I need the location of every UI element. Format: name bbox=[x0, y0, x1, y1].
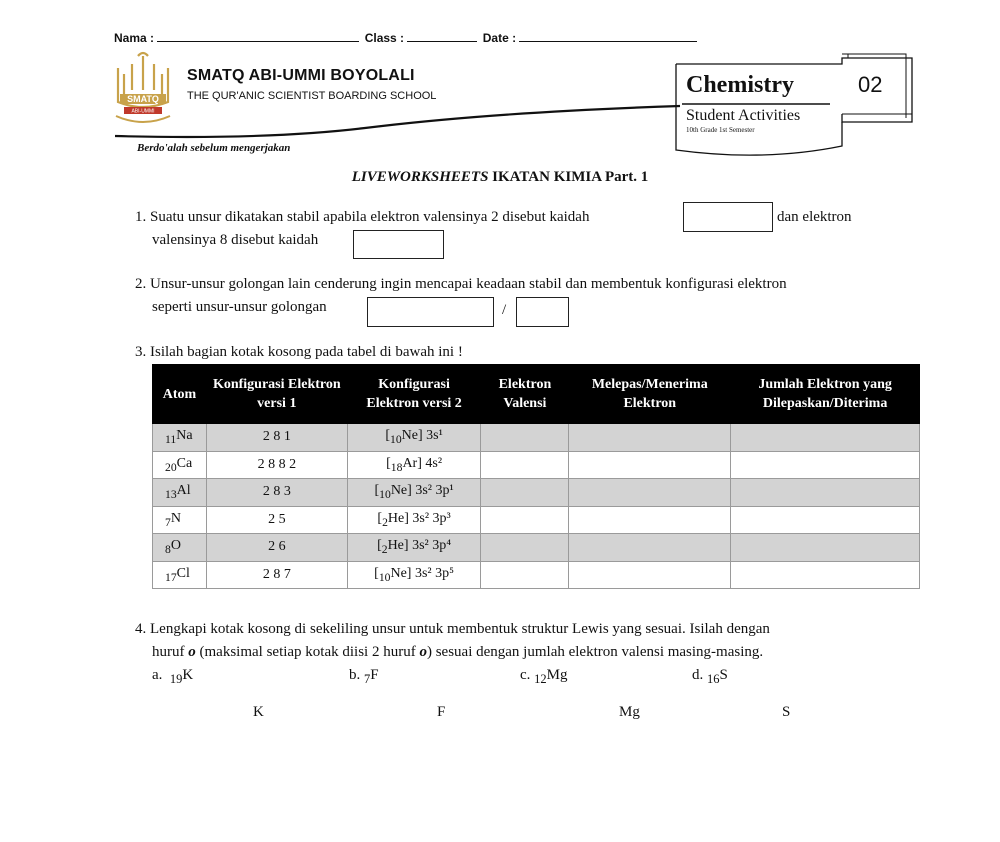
q4-option-a bbox=[152, 664, 193, 691]
lewis-center-mg: Mg bbox=[619, 704, 640, 720]
config-v1-cell: 2 6 bbox=[206, 534, 347, 562]
config-v2-tail: 3s² 3p¹ bbox=[415, 483, 454, 499]
q2-line2: seperti unsur-unsur golongan bbox=[152, 299, 327, 315]
core-number: 10 bbox=[379, 488, 391, 502]
q4-option-c bbox=[520, 664, 568, 691]
nama-underline bbox=[157, 29, 359, 42]
release-receive-answer-cell[interactable] bbox=[569, 534, 731, 562]
q2-answer-input-1[interactable] bbox=[368, 298, 493, 326]
q1-line1-after: dan elektron bbox=[777, 209, 852, 225]
option-symbol: F bbox=[370, 667, 379, 683]
q1-answer-box-2[interactable] bbox=[353, 230, 444, 259]
config-v2-cell: $[_{10}Ne]$ 3s² 3p⁵ bbox=[347, 561, 481, 589]
table-header-row bbox=[153, 365, 920, 424]
q3-instruction: 3. Isilah bagian kotak kosong pada tabel di bawah ini ! bbox=[135, 344, 463, 360]
lewis-center-k: K bbox=[253, 704, 264, 720]
identity-line bbox=[114, 29, 697, 45]
config-v2-cell: $[_2He]$ 3s² 3p⁴ bbox=[347, 534, 481, 562]
nama-label: Nama : bbox=[114, 31, 155, 45]
valence-answer-cell[interactable] bbox=[481, 479, 569, 507]
valence-answer-cell[interactable] bbox=[481, 451, 569, 479]
table-row bbox=[153, 479, 920, 507]
atomic-number: 7 bbox=[165, 515, 171, 529]
q4-line2-b: (maksimal setiap kotak diisi 2 huruf bbox=[195, 644, 420, 660]
q1-answer-input-1[interactable] bbox=[684, 203, 772, 231]
table-row bbox=[153, 451, 920, 479]
atomic-number: 17 bbox=[165, 570, 177, 584]
table-row bbox=[153, 561, 920, 589]
config-v1-cell: 2 5 bbox=[206, 506, 347, 534]
atom-symbol: Ca bbox=[176, 455, 193, 471]
option-atomic-number: 19 bbox=[169, 672, 183, 686]
q2-line1: 2. Unsur-unsur golongan lain cenderung ingin mencapai keadaan stabil dan membentuk konfigurasi elektron bbox=[135, 276, 787, 292]
header-swoosh bbox=[115, 100, 685, 145]
table-row bbox=[153, 506, 920, 534]
header-release-receive: Melepas/Menerima Elektron bbox=[569, 365, 731, 424]
q1-answer-box-1[interactable] bbox=[683, 202, 773, 232]
option-atomic-number: 7 bbox=[364, 672, 371, 686]
config-v2-cell: $[_{10}Ne]$ 3s² 3p¹ bbox=[347, 479, 481, 507]
atom-symbol: Cl bbox=[176, 565, 190, 581]
option-label: c. bbox=[520, 667, 531, 683]
q2-answer-box-2[interactable] bbox=[516, 297, 569, 327]
count-answer-cell[interactable] bbox=[731, 479, 920, 507]
option-label: a. bbox=[152, 667, 163, 683]
core-symbol: Ar bbox=[402, 455, 418, 471]
config-v1-cell: 2 8 3 bbox=[206, 479, 347, 507]
release-receive-answer-cell[interactable] bbox=[569, 451, 731, 479]
atom-cell bbox=[153, 506, 207, 534]
q1-line1: 1. Suatu unsur dikatakan stabil apabila elektron valensinya 2 disebut kaidah bbox=[135, 209, 590, 225]
option-symbol: K bbox=[182, 667, 194, 683]
atomic-number: 11 bbox=[165, 433, 177, 447]
option-symbol: Mg bbox=[546, 667, 568, 683]
logo-text: SMATQ bbox=[127, 94, 159, 104]
atom-cell bbox=[153, 479, 207, 507]
config-v2-tail: 3s¹ bbox=[426, 428, 443, 444]
class-underline bbox=[407, 29, 477, 42]
electron-config-table bbox=[152, 364, 920, 589]
config-v2-cell: $[_{10}Ne]$ 3s¹ bbox=[347, 424, 481, 452]
header-electron-count: Jumlah Elektron yang Dilepaskan/Diterima bbox=[731, 365, 920, 424]
table-row bbox=[153, 534, 920, 562]
q2-answer-input-2[interactable] bbox=[517, 298, 568, 326]
count-answer-cell[interactable] bbox=[731, 534, 920, 562]
count-answer-cell[interactable] bbox=[731, 424, 920, 452]
config-v2-tail: 3s² 3p⁵ bbox=[414, 565, 454, 581]
count-answer-cell[interactable] bbox=[731, 451, 920, 479]
activity-label: Student Activities bbox=[686, 107, 801, 124]
atom-symbol: N bbox=[170, 510, 181, 526]
q4-line2 bbox=[152, 641, 763, 664]
config-v2-tail: 3s² 3p⁴ bbox=[412, 538, 452, 554]
release-receive-answer-cell[interactable] bbox=[569, 561, 731, 589]
config-v1-cell: 2 8 1 bbox=[206, 424, 347, 452]
core-number: 18 bbox=[390, 460, 403, 474]
atom-symbol: Al bbox=[176, 483, 191, 499]
header-config-v1: Konfigurasi Elektron versi 1 bbox=[206, 365, 347, 424]
atom-cell bbox=[153, 424, 207, 452]
option-label: d. bbox=[692, 667, 704, 683]
valence-answer-cell[interactable] bbox=[481, 534, 569, 562]
config-v1-cell: 2 8 8 2 bbox=[206, 451, 347, 479]
q4-option-b bbox=[349, 664, 379, 691]
q1-line2: valensinya 8 disebut kaidah bbox=[152, 232, 319, 248]
config-v1-cell: 2 8 7 bbox=[206, 561, 347, 589]
core-number: 2 bbox=[382, 515, 388, 529]
lewis-center-f: F bbox=[437, 704, 446, 720]
header-config-v2: Konfigurasi Elektron versi 2 bbox=[347, 365, 481, 424]
q1-answer-input-2[interactable] bbox=[354, 231, 443, 258]
core-number: 10 bbox=[378, 570, 391, 584]
atom-symbol: O bbox=[170, 538, 181, 554]
date-underline bbox=[519, 29, 697, 42]
atom-symbol: Na bbox=[176, 428, 193, 444]
atomic-number: 8 bbox=[165, 543, 171, 557]
atom-cell bbox=[153, 561, 207, 589]
logo-subtext: ABI-UMMI bbox=[131, 108, 155, 115]
valence-answer-cell[interactable] bbox=[481, 506, 569, 534]
subject-badge-frame bbox=[674, 50, 924, 160]
grade-note: 10th Grade 1st Semester bbox=[686, 126, 755, 134]
option-symbol: S bbox=[719, 667, 728, 683]
core-symbol: He bbox=[387, 510, 405, 526]
subject-title: Chemistry bbox=[686, 72, 794, 98]
atom-cell bbox=[153, 451, 207, 479]
release-receive-answer-cell[interactable] bbox=[569, 506, 731, 534]
school-name: SMATQ ABI-UMMI BOYOLALI bbox=[187, 67, 415, 84]
q2-answer-box-1[interactable] bbox=[367, 297, 494, 327]
header-valence: Elektron Valensi bbox=[481, 365, 569, 424]
q4-line1: 4. Lengkapi kotak kosong di sekeliling unsur untuk membentuk struktur Lewis yang sesuai. Isilah dengan bbox=[135, 621, 770, 637]
header-atom: Atom bbox=[153, 365, 207, 424]
school-tagline: THE QUR'ANIC SCIENTIST BOARDING SCHOOL bbox=[187, 90, 437, 102]
worksheet-number: 02 bbox=[858, 72, 883, 97]
atom-cell bbox=[153, 534, 207, 562]
core-symbol: Ne bbox=[401, 428, 418, 444]
option-label: b. bbox=[349, 667, 361, 683]
q4-line2-a: huruf bbox=[152, 644, 189, 660]
q4-option-d bbox=[692, 664, 728, 691]
title-rest: IKATAN KIMIA Part. 1 bbox=[488, 169, 649, 185]
q2-separator: / bbox=[502, 302, 507, 318]
lewis-center-s: S bbox=[782, 704, 791, 720]
worksheet-title bbox=[0, 169, 1000, 186]
release-receive-answer-cell[interactable] bbox=[569, 479, 731, 507]
config-v2-cell: $[_{18}Ar]$ 4s² bbox=[347, 451, 481, 479]
q4-line2-c: ) sesuai dengan jumlah elektron valensi masing-masing. bbox=[426, 644, 764, 660]
class-label: Class : bbox=[364, 31, 405, 45]
core-symbol: He bbox=[387, 538, 404, 554]
core-number: 10 bbox=[390, 433, 402, 447]
config-v2-cell: $[_2He]$ 3s² 3p³ bbox=[347, 506, 481, 534]
motto: Berdo'alah sebelum mengerjakan bbox=[137, 142, 291, 154]
atomic-number: 13 bbox=[165, 488, 177, 502]
core-number: 2 bbox=[381, 543, 388, 557]
core-symbol: Ne bbox=[390, 483, 408, 499]
q4-letter-o: o bbox=[419, 644, 427, 660]
release-receive-answer-cell[interactable] bbox=[569, 424, 731, 452]
option-atomic-number: 16 bbox=[707, 672, 720, 686]
core-symbol: Ne bbox=[390, 565, 407, 581]
title-italic: LIVEWORKSHEETS bbox=[351, 169, 489, 185]
config-v2-tail: 3s² 3p³ bbox=[412, 510, 451, 526]
date-label: Date : bbox=[482, 31, 517, 45]
table-row bbox=[153, 424, 920, 452]
valence-answer-cell[interactable] bbox=[481, 424, 569, 452]
valence-answer-cell[interactable] bbox=[481, 561, 569, 589]
count-answer-cell[interactable] bbox=[731, 561, 920, 589]
q4-letter-o: o bbox=[188, 644, 196, 660]
atomic-number: 20 bbox=[165, 460, 177, 474]
config-v2-tail: 4s² bbox=[425, 455, 443, 471]
option-atomic-number: 12 bbox=[534, 672, 547, 686]
count-answer-cell[interactable] bbox=[731, 506, 920, 534]
